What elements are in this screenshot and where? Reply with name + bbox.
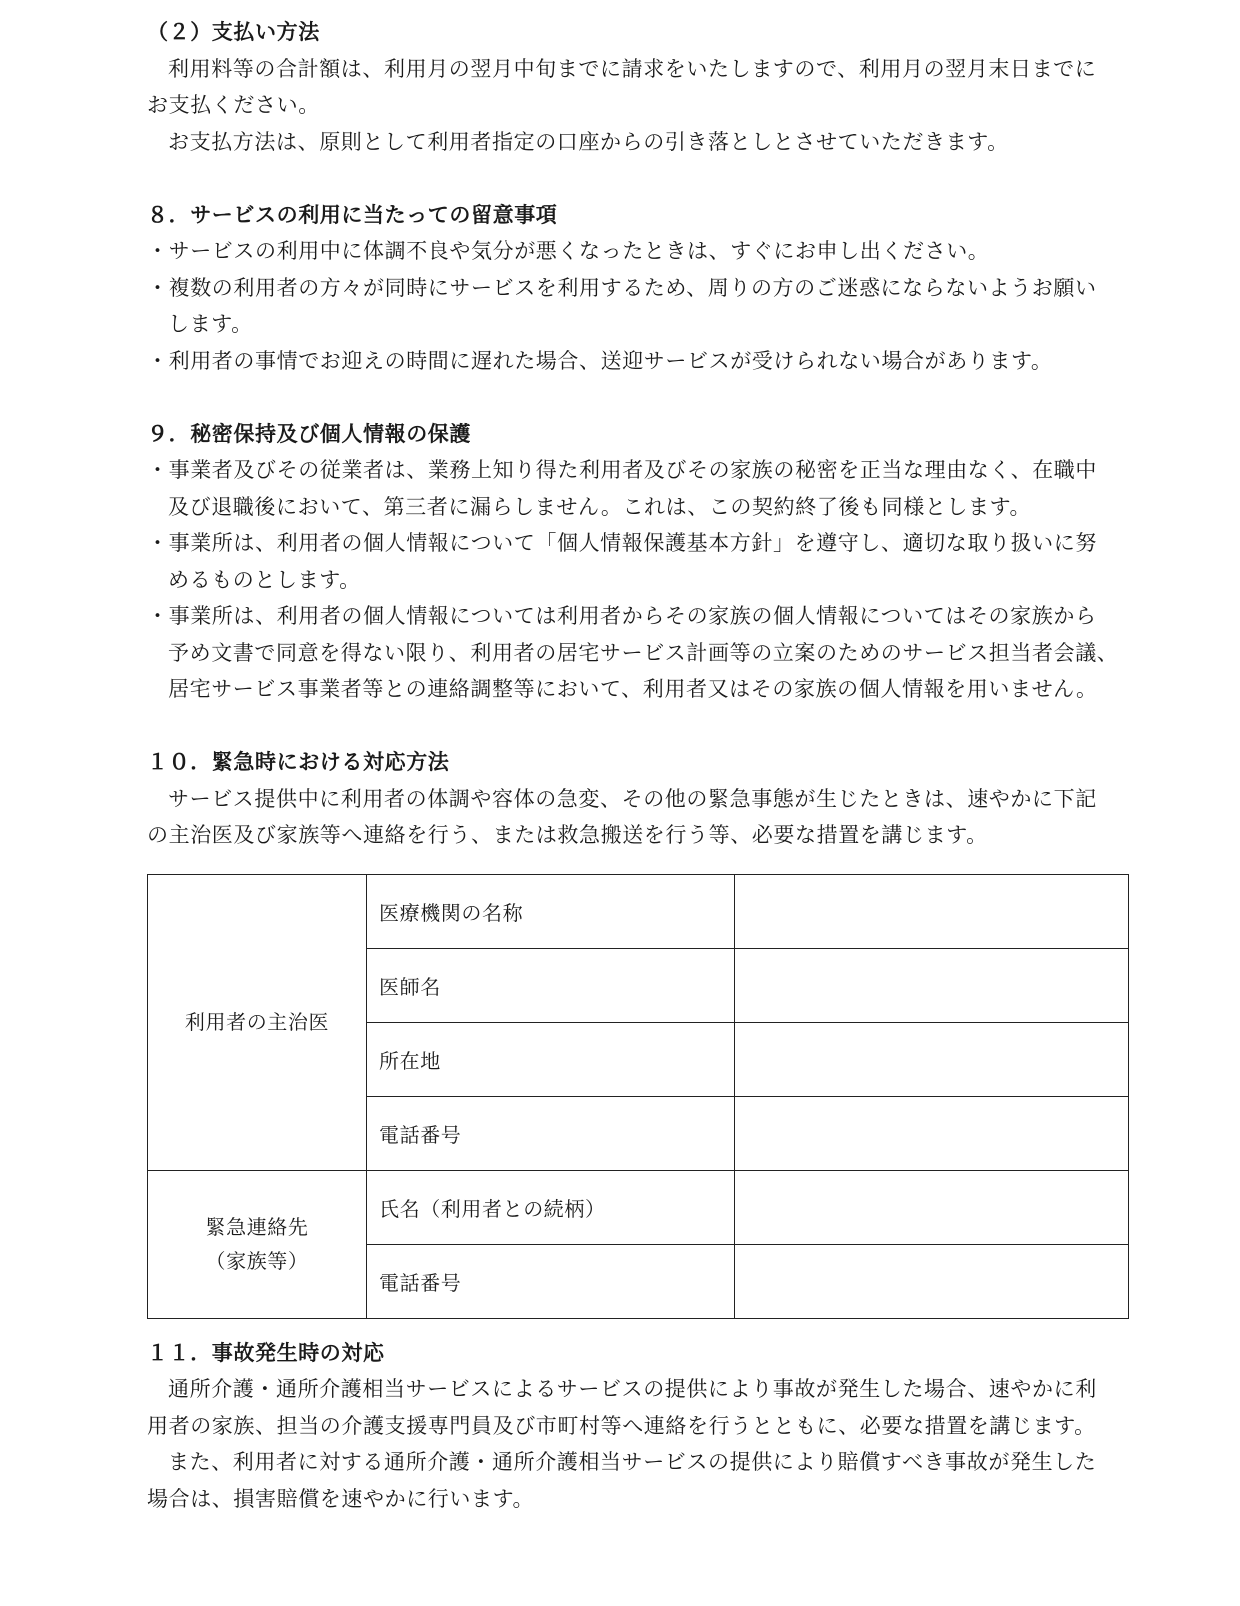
spacer [147,708,1147,745]
privacy-item-2-line2: めるものとします。 [168,567,361,592]
privacy-item-2-line1: ・事業所は、利用者の個人情報について「個人情報保護基本方針」を遵守し、適切な取り扱いに努 [147,531,1097,555]
notes-item-3: ・利用者の事情でお迎えの時間に遅れた場合、送迎サービスが受けられない場合があります。 [147,348,1053,373]
accident-para2-line1: また、利用者に対する通所介護・通所介護相当サービスの提供により賠償すべき事故が発生した [168,1450,1097,1474]
accident-heading: １１．事故発生時の対応 [147,1340,385,1365]
emergency-contacts-table [147,874,1129,1319]
emergency-contact-group-label [148,1170,367,1318]
payment-method-para1-line2: お支払ください。 [147,93,320,117]
emergency-para-line1: サービス提供中に利用者の体調や容体の急変、その他の緊急事態が生じたときは、速やかに下記 [168,786,1097,811]
spacer [147,1319,1147,1335]
field-label-doctor-phone: 電話番号 [367,1096,735,1170]
accident-para2-line2: 場合は、損害賠償を速やかに行います。 [147,1486,535,1511]
payment-method-para1-line1: 利用料等の合計額は、利用月の翌月中旬までに請求をいたしますので、利用月の翌月末日までに [168,56,1097,81]
accident-para1-line1: 通所介護・通所介護相当サービスによるサービスの提供により事故が発生した場合、速やかに利 [168,1377,1097,1401]
field-label-address: 所在地 [367,1022,735,1096]
payment-method-heading: （２）支払い方法 [147,20,320,44]
notes-item-2-line2: します。 [168,312,253,336]
field-label-contact-name: 氏名（利用者との続柄） [367,1170,735,1244]
field-value-contact-name[interactable] [735,1170,1129,1244]
privacy-item-3-line3: 居宅サービス事業者等との連絡調整等において、利用者又はその家族の個人情報を用いません。 [168,677,1098,701]
field-value-contact-phone[interactable] [735,1244,1129,1318]
emergency-para-line2: の主治医及び家族等へ連絡を行う、または救急搬送を行う等、必要な措置を講じます。 [147,823,988,847]
emergency-contact-group-line2: （家族等） [205,1249,309,1273]
field-label-hospital-name: 医療機関の名称 [367,874,735,948]
spacer [147,379,1147,416]
spacer [147,160,1147,197]
document-page [147,14,1147,1517]
field-value-doctor-name[interactable] [735,948,1129,1022]
accident-para1-line2: 用者の家族、担当の介護支援専門員及び市町村等へ連絡を行うとともに、必要な措置を講じます。 [147,1413,1096,1438]
table-row [148,874,1129,948]
table-row [148,1170,1129,1244]
doctor-group-label: 利用者の主治医 [148,874,367,1170]
field-value-address[interactable] [735,1022,1129,1096]
privacy-heading: ９．秘密保持及び個人情報の保護 [147,421,471,446]
notes-item-2-line1: ・複数の利用者の方々が同時にサービスを利用するため、周りの方のご迷惑にならないようお願い [147,275,1097,300]
emergency-heading: １０．緊急時における対応方法 [147,750,450,774]
field-value-hospital-name[interactable] [735,874,1129,948]
privacy-item-3-line1: ・事業所は、利用者の個人情報については利用者からその家族の個人情報についてはその家族から [147,604,1097,628]
payment-method-para2: お支払方法は、原則として利用者指定の口座からの引き落としとさせていただきます。 [168,129,1009,154]
notes-item-1: ・サービスの利用中に体調不良や気分が悪くなったときは、すぐにお申し出ください。 [147,239,990,263]
field-label-contact-phone: 電話番号 [367,1244,735,1318]
privacy-item-1-line2: 及び退職後において、第三者に漏らしません。これは、この契約終了後も同様とします。 [168,494,1032,519]
privacy-item-3-line2: 予め文書で同意を得ない限り、利用者の居宅サービス計画等の立案のためのサービス担当者会議、 [168,640,1119,665]
field-value-doctor-phone[interactable] [735,1096,1129,1170]
field-label-doctor-name: 医師名 [367,948,735,1022]
emergency-contact-group-line1: 緊急連絡先 [205,1215,309,1239]
notes-heading: ８．サービスの利用に当たっての留意事項 [147,202,558,227]
privacy-item-1-line1: ・事業者及びその従業者は、業務上知り得た利用者及びその家族の秘密を正当な理由なく、在職中 [147,458,1097,482]
